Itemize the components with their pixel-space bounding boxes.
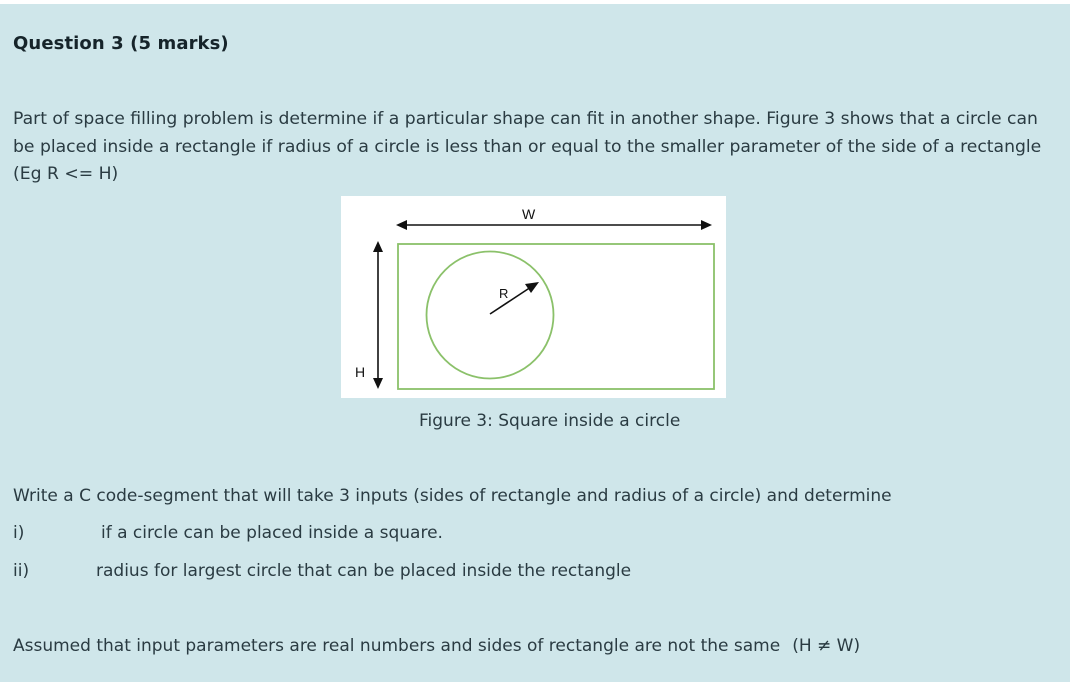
radius-label: R <box>499 286 509 301</box>
radius-arrow-line <box>490 287 531 314</box>
question-intro: Part of space filling problem is determine if a particular shape can fit in another shape. Figure 3 shows that a circle can be placed inside a rectangle if radius of a circle is less than or equal to the smaller parameter of the side of a rectangle (Eg R <= H) <box>13 109 1042 184</box>
width-label: W <box>522 206 536 222</box>
assumption-sentence: Assumed that input parameters are real numbers and sides of rectangle are not the same <box>13 636 781 656</box>
height-arrow-top-head <box>373 241 383 252</box>
item-number: i) <box>13 523 25 543</box>
figure-caption: Figure 3: Square inside a circle <box>419 411 681 431</box>
circle-shape <box>427 252 554 379</box>
height-label: H <box>355 364 366 380</box>
radius-arrow-head <box>525 282 539 293</box>
item-text: radius for largest circle that can be placed inside the rectangle <box>96 561 632 581</box>
question-title: Question 3 (5 marks) <box>13 33 229 54</box>
item-text: if a circle can be placed inside a square. <box>101 523 443 543</box>
width-arrow-left-head <box>396 220 407 230</box>
item-number: ii) <box>13 561 30 581</box>
question-panel <box>0 4 1070 682</box>
width-arrow-right-head <box>701 220 712 230</box>
assumption-symbol: (H ≠ W) <box>792 636 861 656</box>
figure-diagram <box>341 196 726 398</box>
rectangle-shape <box>398 244 714 389</box>
assumption-text <box>13 636 860 656</box>
height-arrow-bottom-head <box>373 378 383 389</box>
figure-3 <box>341 196 726 398</box>
task-text: Write a C code-segment that will take 3 inputs (sides of rectangle and radius of a circle) and determine <box>13 486 892 506</box>
